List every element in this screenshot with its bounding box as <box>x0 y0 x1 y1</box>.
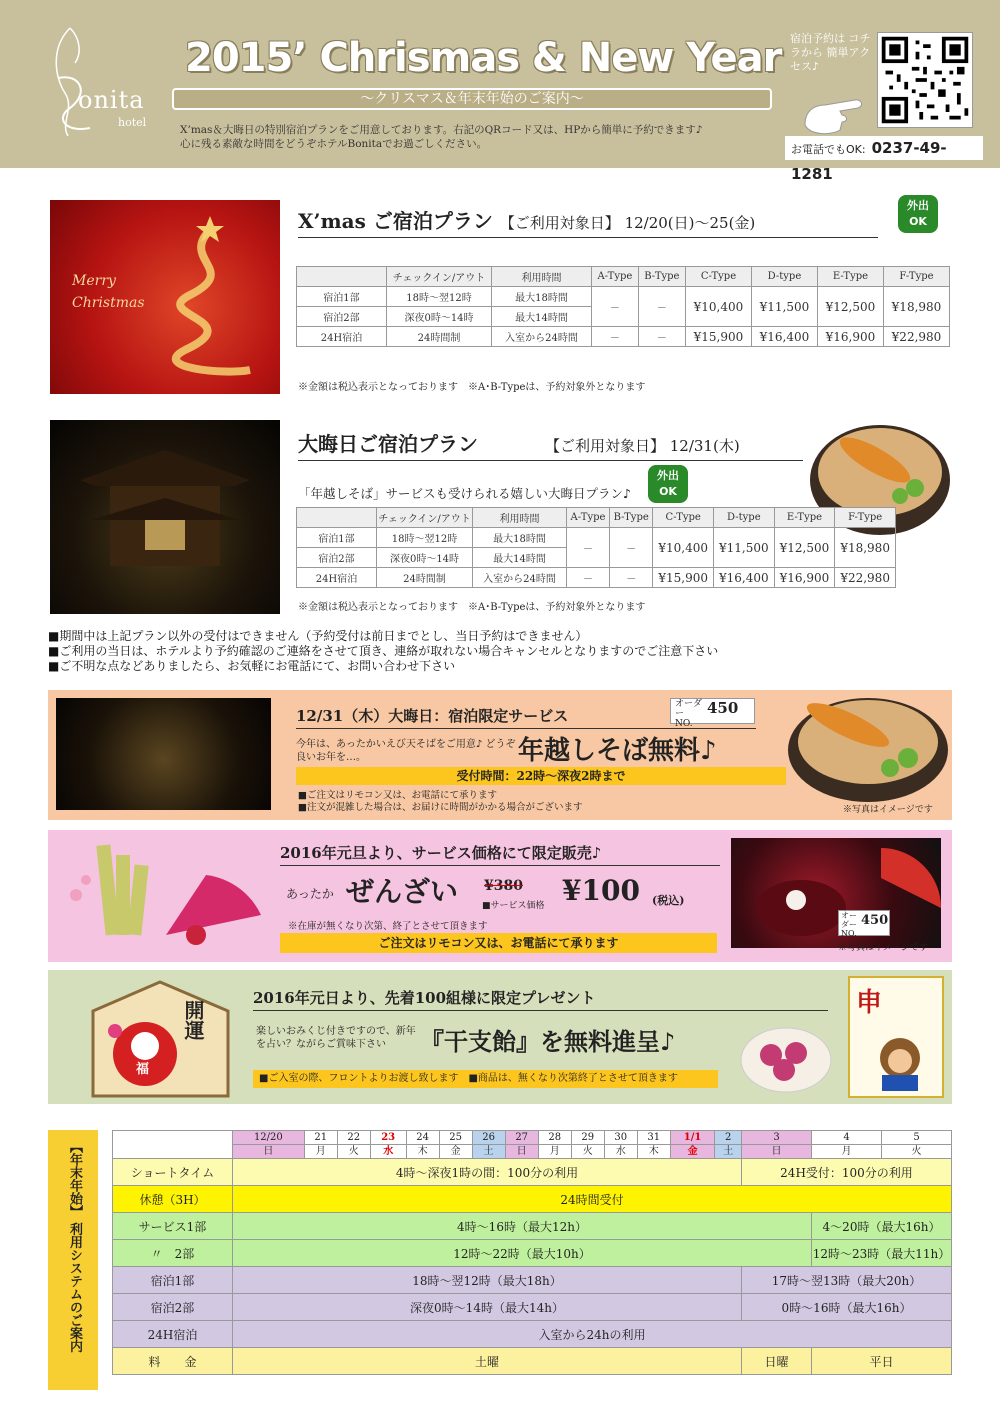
price-cell: ¥22,980 <box>883 327 949 347</box>
row-check: 深夜0時～14時 <box>377 548 473 568</box>
banner2-tax: (税込) <box>652 894 685 907</box>
banner3-headline: 『干支飴』を無料進呈♪ <box>420 1027 676 1056</box>
banner3-title: 2016年元日より、先着100組様に限定プレゼント <box>253 987 828 1011</box>
zodiac-card <box>848 976 944 1098</box>
banner2-title: 2016年元旦より、サービス価格にて限定販売♪ <box>280 842 720 866</box>
weekday-cell: 木 <box>406 1145 439 1159</box>
row-value: 平日 <box>812 1348 952 1375</box>
daruma-text: 福 <box>136 1062 150 1077</box>
col-header: F-Type <box>883 267 949 287</box>
hotel-logo[interactable] <box>30 18 170 138</box>
zodiac-card-text: 申 <box>856 988 883 1018</box>
row-value: 日曜 <box>742 1348 812 1375</box>
nye-price-table <box>296 507 896 588</box>
temple-image <box>50 420 280 614</box>
banner1-note: ■注文が混雑した場合は、お届けに時間がかかる場合がございます <box>298 802 583 813</box>
date-cell: 29 <box>571 1131 604 1145</box>
weekday-cell: 火 <box>882 1145 952 1159</box>
logo-name: onita <box>78 86 145 114</box>
price-cell: ¥12,500 <box>774 528 835 568</box>
row-name: 宿泊2部 <box>297 307 387 327</box>
banner1-lead: 今年は、あったかいえび天そばをご用意♪ どうぞ良いお年を…。 <box>296 739 516 763</box>
zenzai-banner <box>48 830 952 962</box>
nye-plan-heading <box>298 428 803 461</box>
col-header: B-Type <box>638 267 685 287</box>
price-cell: － <box>610 528 653 568</box>
pointing-hand-icon <box>800 80 870 140</box>
row-check: 深夜0時～14時 <box>387 307 492 327</box>
price-cell: ¥15,900 <box>685 327 751 347</box>
date-cell: 22 <box>337 1131 370 1145</box>
xmas-price-table <box>296 266 950 347</box>
price-cell: － <box>567 568 610 588</box>
price-cell: ¥16,400 <box>714 568 775 588</box>
date-cell: 24 <box>406 1131 439 1145</box>
row-use: 最大18時間 <box>473 528 567 548</box>
intro-line-1: X’mas＆大晦日の特別宿泊プランをご用意しております。右記のQRコード又は、HPから簡単に予約できます♪ <box>180 124 703 136</box>
price-cell: ¥15,900 <box>653 568 714 588</box>
banner1-headline: 年越しそば無料♪ <box>518 736 717 766</box>
price-cell: ¥22,980 <box>835 568 896 588</box>
banner1-hours: 受付時間：22時～深夜2時まで <box>296 767 786 785</box>
price-cell: ¥11,500 <box>751 287 817 327</box>
weekday-cell: 金 <box>670 1145 715 1159</box>
corner-cell <box>113 1131 233 1159</box>
nye-note: ※金額は税込表示となっております ※A･B-Typeは、予約対象外となります <box>298 602 646 613</box>
date-cell: 21 <box>304 1131 337 1145</box>
nye-desc: 「年越しそば」サービスも受けられる嬉しい大晦日プラン♪ <box>298 486 631 501</box>
date-cell: 3 <box>742 1131 812 1145</box>
candy-banner <box>48 970 952 1104</box>
row-value: 18時～翌12時（最大18h） <box>233 1267 742 1294</box>
weekday-cell: 月 <box>304 1145 337 1159</box>
ema-text: 開運 <box>181 1000 205 1040</box>
weekday-cell: 日 <box>233 1145 305 1159</box>
row-name: 24H宿泊 <box>297 327 387 347</box>
banner1-title: 12/31（木）大晦日：宿泊限定サービス <box>296 705 756 729</box>
col-header: C-Type <box>685 267 751 287</box>
row-name: ショートタイム <box>113 1159 233 1186</box>
row-value: 4時～16時（最大12h） <box>233 1213 812 1240</box>
page-subtitle: ～クリスマス＆年末年始のご案内～ <box>172 88 772 110</box>
date-cell: 30 <box>604 1131 637 1145</box>
row-value: 17時～翌13時（最大20h） <box>742 1267 952 1294</box>
banner2-old-price: ¥380 <box>484 878 523 894</box>
price-cell: ¥10,400 <box>685 287 751 327</box>
nye-plan-title: 大晦日ご宿泊プラン <box>298 432 478 456</box>
col-header: F-Type <box>835 508 896 528</box>
col-header <box>297 508 377 528</box>
col-header: 利用時間 <box>473 508 567 528</box>
row-value: 24時間受付 <box>233 1186 952 1213</box>
date-cell: 12/20 <box>233 1131 305 1145</box>
row-value: 深夜0時～14時（最大14h） <box>233 1294 742 1321</box>
row-name: 宿泊1部 <box>113 1267 233 1294</box>
price-cell: ¥12,500 <box>817 287 883 327</box>
banner2-note: ※在庫が無くなり次第、終了とさせて頂きます <box>288 921 488 932</box>
row-name: 宿泊2部 <box>297 548 377 568</box>
price-cell: － <box>638 327 685 347</box>
weekday-cell: 金 <box>439 1145 472 1159</box>
weekday-cell: 火 <box>337 1145 370 1159</box>
soba-bowl-icon <box>778 680 958 810</box>
date-cell: 1/1 <box>670 1131 715 1145</box>
price-cell: ¥16,900 <box>774 568 835 588</box>
weekday-cell: 水 <box>604 1145 637 1159</box>
row-use: 最大14時間 <box>473 548 567 568</box>
price-cell: ¥16,900 <box>817 327 883 347</box>
row-value: 12時～23時（最大11h） <box>812 1240 952 1267</box>
schedule-label: 【年末年始】 利用システムのご案内 <box>48 1130 98 1390</box>
notice-list <box>48 629 908 674</box>
row-value: 4～20時（最大16h） <box>812 1213 952 1240</box>
photo-note: ※写真はイメージです <box>838 943 928 953</box>
xmas-image-text: Merry Christmas <box>72 273 145 311</box>
order-number: 450 <box>707 699 739 717</box>
row-check: 24時間制 <box>377 568 473 588</box>
weekday-cell: 火 <box>571 1145 604 1159</box>
banner2-item: ぜんざい <box>346 875 459 908</box>
price-cell: ¥11,500 <box>714 528 775 568</box>
page-title: 2015’ Chrismas & New Year <box>185 35 782 81</box>
row-name: 料 金 <box>113 1348 233 1375</box>
price-cell: ¥18,980 <box>883 287 949 327</box>
row-name: 宿泊2部 <box>113 1294 233 1321</box>
row-check: 18時～翌12時 <box>387 287 492 307</box>
temple-icon <box>50 420 280 614</box>
date-cell: 5 <box>882 1131 952 1145</box>
row-value: 4時～深夜1時の間：100分の利用 <box>233 1159 742 1186</box>
banner2-service-label: ■サービス価格 <box>482 901 545 911</box>
xmas-note: ※金額は税込表示となっております ※A･B-Typeは、予約対象外となります <box>298 382 646 393</box>
col-header: D-type <box>714 508 775 528</box>
notice-item: ■ご利用の当日は、ホテルより予約確認のご連絡をさせて頂き、連絡が取れない場合キャンセルとなりますのでご注意下さい <box>48 644 719 658</box>
zenzai-bowl-icon <box>731 838 941 948</box>
weekday-cell: 土 <box>472 1145 505 1159</box>
date-cell: 2 <box>715 1131 742 1145</box>
date-cell: 4 <box>812 1131 882 1145</box>
notice-item: ■期間中は上記プラン以外の受付はできません（予約受付は前日までとし、当日予約はできません） <box>48 629 588 643</box>
xmas-image <box>50 200 280 394</box>
outing-ok-badge: 外出 OK <box>648 465 688 503</box>
date-cell: 26 <box>472 1131 505 1145</box>
col-header: チェックイン/アウト <box>387 267 492 287</box>
banner2-price: ¥100 <box>562 874 640 907</box>
row-use: 入室から24時間 <box>473 568 567 588</box>
tel-number[interactable]: 0237-49-1281 <box>791 139 947 183</box>
price-cell: ¥10,400 <box>653 528 714 568</box>
price-cell: ¥18,980 <box>835 528 896 568</box>
temple-night-photo <box>56 698 271 810</box>
col-header: C-Type <box>653 508 714 528</box>
row-value: 入室から24hの利用 <box>233 1321 952 1348</box>
price-cell: － <box>592 287 639 327</box>
price-cell: － <box>610 568 653 588</box>
col-header: A-Type <box>567 508 610 528</box>
date-cell: 23 <box>370 1131 406 1145</box>
banner1-notes <box>298 790 582 814</box>
row-name: 宿泊1部 <box>297 287 387 307</box>
photo-note: ※写真はイメージです <box>843 805 933 815</box>
xmas-plan-title: X’mas ご宿泊プラン <box>298 209 493 233</box>
col-header: D-type <box>751 267 817 287</box>
weekday-cell: 土 <box>715 1145 742 1159</box>
order-number: 450 <box>861 913 889 928</box>
qr-code-icon <box>878 33 972 127</box>
row-check: 18時～翌12時 <box>377 528 473 548</box>
notice-item: ■ご不明な点などありましたら、お気軽にお電話にて、お問い合わせ下さい <box>48 659 456 673</box>
row-value: 24H受付：100分の利用 <box>742 1159 952 1186</box>
qr-code[interactable] <box>877 32 973 128</box>
row-value: 土曜 <box>233 1348 742 1375</box>
nye-plan-period: 【ご利用対象日】 12/31(木) <box>544 437 740 455</box>
qr-note: 宿泊予約は コチラから 簡単アクセス♪ <box>790 32 871 73</box>
row-use: 入室から24時間 <box>492 327 592 347</box>
weekday-cell: 月 <box>538 1145 571 1159</box>
xmas-plan-period: 【ご利用対象日】 12/20(日)～25(金) <box>499 214 756 232</box>
ema-plaque-icon <box>73 976 248 1100</box>
row-name: 宿泊1部 <box>297 528 377 548</box>
col-header <box>297 267 387 287</box>
col-header: 利用時間 <box>492 267 592 287</box>
xmas-plan-heading <box>298 205 878 238</box>
logo-figure-icon <box>30 18 170 138</box>
schedule-table <box>112 1130 952 1375</box>
row-check: 24時間制 <box>387 327 492 347</box>
soba-banner <box>48 690 952 820</box>
row-name: サービス1部 <box>113 1213 233 1240</box>
date-cell: 25 <box>439 1131 472 1145</box>
row-value: 0時～16時（最大16h） <box>742 1294 952 1321</box>
order-label: オーダー NO. <box>675 699 703 729</box>
monkey-figure-icon <box>850 1023 940 1093</box>
price-cell: － <box>567 528 610 568</box>
banner3-note: ■ご入室の際、フロントよりお渡し致します ■商品は、無くなり次第終了とさせて頂きます <box>253 1070 718 1088</box>
banner1-note: ■ご注文はリモコン又は、お電話にて承ります <box>298 790 497 801</box>
outing-ok-badge: 外出 OK <box>898 195 938 233</box>
new-year-decoration-icon <box>56 835 266 957</box>
tel-label: お電話でもOK: <box>791 143 866 156</box>
zenzai-photo <box>731 838 941 948</box>
col-header: B-Type <box>610 508 653 528</box>
order-number-box <box>838 910 890 936</box>
date-cell: 27 <box>505 1131 538 1145</box>
order-number-box <box>670 698 755 729</box>
row-use: 最大18時間 <box>492 287 592 307</box>
row-name: 休憩（3H） <box>113 1186 233 1213</box>
weekday-cell: 日 <box>505 1145 538 1159</box>
banner2-pre: あったか <box>286 887 334 901</box>
banner2-order-bar: ご注文はリモコン又は、お電話にて承ります <box>280 933 717 953</box>
weekday-cell: 月 <box>812 1145 882 1159</box>
row-name: 24H宿泊 <box>297 568 377 588</box>
price-cell: － <box>638 287 685 327</box>
price-cell: ¥16,400 <box>751 327 817 347</box>
weekday-cell: 水 <box>370 1145 406 1159</box>
col-header: A-Type <box>592 267 639 287</box>
weekday-cell: 木 <box>637 1145 670 1159</box>
banner3-lead: 楽しいおみくじ付きですので、新年を占い？ながらご賞味下さい <box>256 1026 416 1050</box>
phone-box[interactable] <box>785 136 983 183</box>
intro-text <box>180 123 740 151</box>
logo-sub: hotel <box>118 116 147 129</box>
order-label: オーダー NO. <box>841 911 857 938</box>
weekday-cell: 日 <box>742 1145 812 1159</box>
date-cell: 31 <box>637 1131 670 1145</box>
row-name: 〃 2部 <box>113 1240 233 1267</box>
row-name: 24H宿泊 <box>113 1321 233 1348</box>
row-use: 最大14時間 <box>492 307 592 327</box>
intro-line-2: 心に残る素敵な時間をどうぞホテルBonitaでお過ごしください。 <box>180 138 488 150</box>
date-cell: 28 <box>538 1131 571 1145</box>
col-header: E-Type <box>817 267 883 287</box>
col-header: E-Type <box>774 508 835 528</box>
row-value: 12時～22時（最大10h） <box>233 1240 812 1267</box>
price-cell: － <box>592 327 639 347</box>
col-header: チェックイン/アウト <box>377 508 473 528</box>
candy-plate-icon <box>736 1015 836 1095</box>
